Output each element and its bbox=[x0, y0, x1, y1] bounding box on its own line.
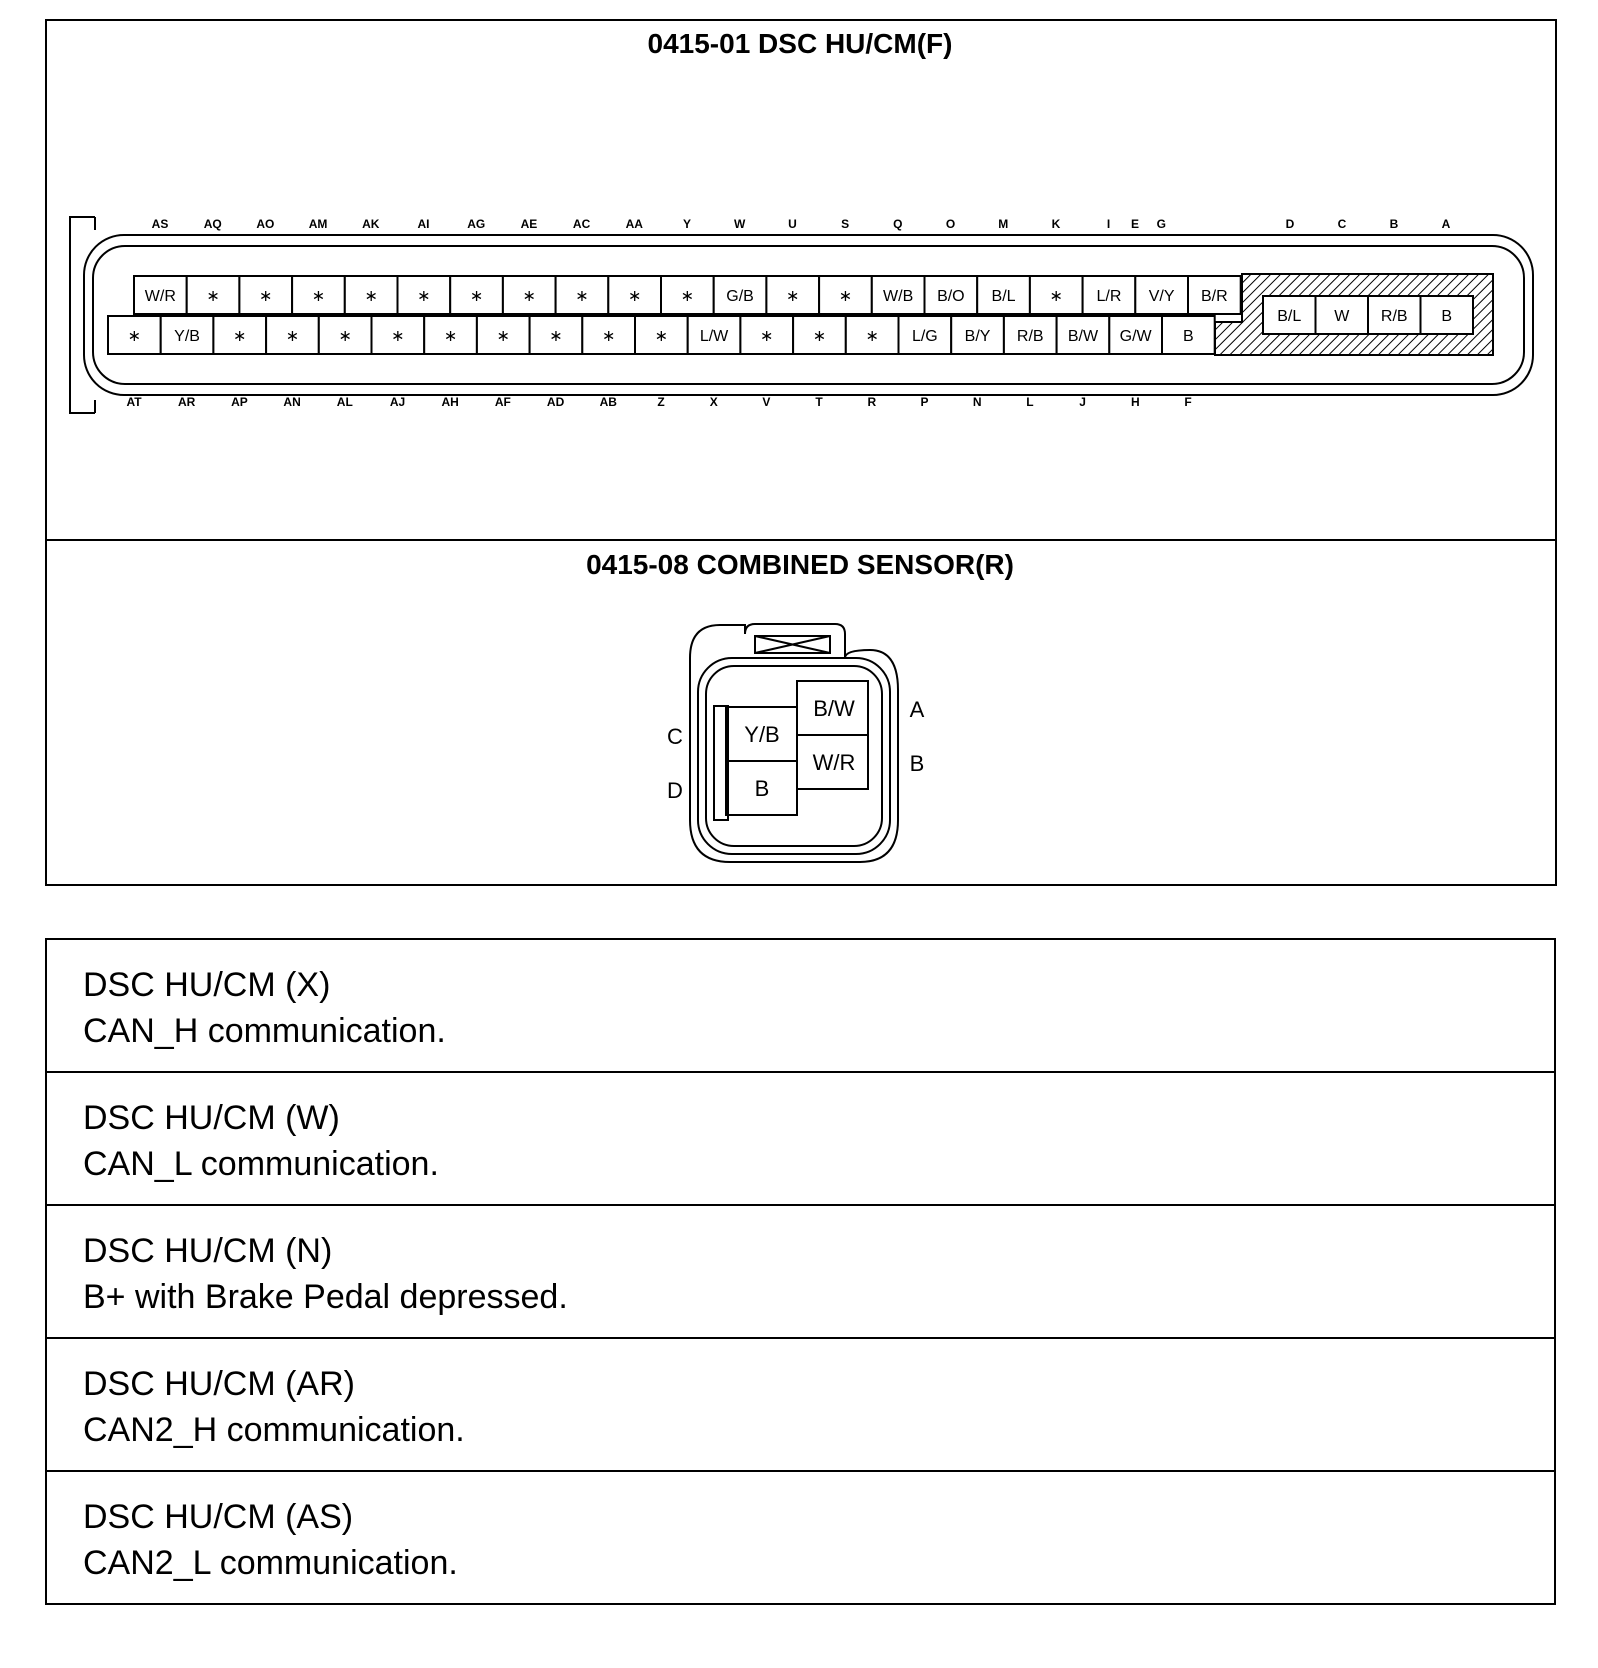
sensor-pin-d-wire: B bbox=[754, 776, 770, 801]
pin-label-c: C bbox=[1337, 217, 1347, 231]
unused-pin-marker: ∗ bbox=[285, 328, 300, 345]
power-pin-cavity bbox=[1263, 296, 1316, 334]
pin-cavity bbox=[1030, 276, 1083, 314]
pin-cavity bbox=[213, 316, 266, 354]
sensor-pin-b-label: B bbox=[909, 751, 925, 776]
sensor-pin-d-label: D bbox=[667, 778, 683, 803]
pin-label-ad: AD bbox=[546, 395, 565, 409]
pin-label-ap: AP bbox=[231, 395, 248, 409]
connector-f-top-pin-labels bbox=[152, 217, 1451, 231]
unused-pin-marker: ∗ bbox=[680, 288, 695, 305]
pin-cavity bbox=[424, 316, 477, 354]
pin-cavity bbox=[530, 316, 583, 354]
pin-label-t: T bbox=[815, 395, 823, 409]
pin-label-y: Y bbox=[682, 217, 692, 231]
pin-label-j: J bbox=[1079, 395, 1086, 409]
connector-f-large-pins bbox=[1263, 296, 1473, 334]
pin-label-p: P bbox=[920, 395, 929, 409]
unused-pin-marker: ∗ bbox=[575, 288, 589, 305]
pin-cavity bbox=[688, 316, 741, 354]
wire-color-label: G/B bbox=[726, 288, 754, 305]
pin-label-an: AN bbox=[283, 395, 301, 409]
unused-pin-marker: ∗ bbox=[838, 288, 853, 305]
unused-pin-marker: ∗ bbox=[627, 288, 642, 305]
note-text: CAN_H communication. bbox=[83, 1012, 446, 1050]
pin-label-ac: AC bbox=[572, 217, 591, 231]
unused-pin-marker: ∗ bbox=[469, 288, 484, 305]
pin-label-v: V bbox=[762, 395, 771, 409]
pin-label-al: AL bbox=[336, 395, 353, 409]
pin-cavity bbox=[951, 316, 1004, 354]
pin-cavity bbox=[503, 276, 556, 314]
power-pin-cavity bbox=[1421, 296, 1474, 334]
pin-label-s: S bbox=[841, 217, 850, 231]
unused-pin-marker: ∗ bbox=[338, 328, 352, 345]
pin-cavity bbox=[635, 316, 688, 354]
pin-label-aq: AQ bbox=[203, 217, 222, 231]
connector-f-lower-row bbox=[108, 316, 1215, 354]
wire-color-label: L/R bbox=[1096, 288, 1122, 305]
wire-color-label: W/R bbox=[144, 288, 176, 305]
sensor-pin-a-label: A bbox=[909, 697, 925, 722]
pin-label-ak: AK bbox=[362, 217, 380, 231]
pin-cavity bbox=[740, 316, 793, 354]
wire-color-label: R/B bbox=[1380, 308, 1408, 325]
unused-pin-marker: ∗ bbox=[127, 328, 142, 345]
wire-color-label: B/L bbox=[1277, 308, 1302, 325]
wire-color-label: B/L bbox=[991, 288, 1016, 305]
pin-label-l: L bbox=[1026, 395, 1034, 409]
pin-cavity bbox=[398, 276, 451, 314]
sensor-pin-b-wire: W/R bbox=[812, 750, 856, 775]
wire-color-label: W/B bbox=[883, 288, 914, 305]
note-text: B+ with Brake Pedal depressed. bbox=[83, 1278, 568, 1316]
note-title: DSC HU/CM (W) bbox=[83, 1099, 340, 1137]
wire-color-label: B bbox=[1183, 328, 1194, 345]
pin-cavity bbox=[661, 276, 714, 314]
pin-cavity bbox=[846, 316, 899, 354]
pin-cavity bbox=[899, 316, 952, 354]
pin-cavity bbox=[345, 276, 398, 314]
pin-label-g: G bbox=[1156, 217, 1166, 231]
wire-color-label: B bbox=[1441, 308, 1453, 325]
unused-pin-marker: ∗ bbox=[786, 288, 800, 305]
pin-label-x: X bbox=[709, 395, 718, 409]
pin-label-r: R bbox=[867, 395, 877, 409]
unused-pin-marker: ∗ bbox=[206, 288, 220, 305]
wire-color-label: V/Y bbox=[1148, 288, 1175, 305]
connector-r-title: 0415-08 COMBINED SENSOR(R) bbox=[586, 549, 1014, 580]
note-text: CAN_L communication. bbox=[83, 1145, 439, 1183]
pin-cavity bbox=[161, 316, 214, 354]
note-title: DSC HU/CM (AR) bbox=[83, 1365, 355, 1403]
pin-cavity bbox=[714, 276, 767, 314]
unused-pin-marker: ∗ bbox=[364, 288, 378, 305]
pin-label-ae: AE bbox=[520, 217, 538, 231]
note-row bbox=[47, 1472, 1554, 1603]
pin-cavity bbox=[134, 276, 187, 314]
note-row bbox=[47, 1206, 1554, 1339]
pin-label-o: O bbox=[945, 217, 956, 231]
pin-cavity bbox=[1162, 316, 1215, 354]
note-text: CAN2_H communication. bbox=[83, 1411, 465, 1449]
connector-r-housing bbox=[690, 624, 898, 862]
pin-label-f: F bbox=[1184, 395, 1192, 409]
pin-label-k: K bbox=[1051, 217, 1061, 231]
pin-label-z: Z bbox=[657, 395, 665, 409]
wire-color-label: B/R bbox=[1201, 288, 1228, 305]
unused-pin-marker: ∗ bbox=[654, 328, 669, 345]
note-title: DSC HU/CM (AS) bbox=[83, 1498, 354, 1536]
sensor-pin-a-wire: B/W bbox=[813, 696, 855, 721]
unused-pin-marker: ∗ bbox=[259, 288, 273, 305]
unused-pin-marker: ∗ bbox=[601, 328, 616, 345]
pin-label-aa: AA bbox=[625, 217, 643, 231]
wire-color-label: R/B bbox=[1016, 328, 1044, 345]
pin-cavity bbox=[1135, 276, 1188, 314]
pin-cavity bbox=[1004, 316, 1057, 354]
pin-label-af: AF bbox=[494, 395, 511, 409]
pin-label-ao: AO bbox=[256, 217, 275, 231]
pin-cavity bbox=[450, 276, 503, 314]
wire-color-label: L/G bbox=[911, 328, 938, 345]
pin-cavity bbox=[239, 276, 292, 314]
pin-label-aj: AJ bbox=[389, 395, 406, 409]
pin-cavity bbox=[372, 316, 425, 354]
pin-cavity bbox=[1083, 276, 1136, 314]
pin-cavity bbox=[819, 276, 872, 314]
connector-f-title: 0415-01 DSC HU/CM(F) bbox=[647, 28, 953, 59]
unused-pin-marker: ∗ bbox=[865, 328, 879, 345]
wire-color-label: B/Y bbox=[964, 328, 991, 345]
pin-label-ab: AB bbox=[599, 395, 617, 409]
pin-cavity bbox=[872, 276, 925, 314]
pin-cavity bbox=[1109, 316, 1162, 354]
pin-label-ah: AH bbox=[441, 395, 459, 409]
unused-pin-marker: ∗ bbox=[1049, 288, 1063, 305]
pin-cavity bbox=[925, 276, 978, 314]
note-row bbox=[47, 1339, 1554, 1472]
unused-pin-marker: ∗ bbox=[391, 328, 405, 345]
pin-label-ai: AI bbox=[417, 217, 430, 231]
note-row bbox=[47, 1073, 1554, 1206]
pin-label-a: A bbox=[1441, 217, 1451, 231]
connector-f-bottom-pin-labels bbox=[126, 395, 1191, 409]
pin-cavity bbox=[319, 316, 372, 354]
wire-color-label: Y/B bbox=[174, 328, 200, 345]
pin-label-d: D bbox=[1285, 217, 1295, 231]
connector-r-frame bbox=[46, 540, 1556, 885]
unused-pin-marker: ∗ bbox=[311, 288, 326, 305]
sensor-pin-c-label: C bbox=[667, 724, 683, 749]
unused-pin-marker: ∗ bbox=[760, 328, 774, 345]
pin-cavity bbox=[477, 316, 530, 354]
pin-label-ar: AR bbox=[178, 395, 196, 409]
power-pin-cavity bbox=[1316, 296, 1369, 334]
unused-pin-marker: ∗ bbox=[549, 328, 563, 345]
wire-color-label: B/W bbox=[1067, 328, 1099, 345]
pin-cavity bbox=[608, 276, 661, 314]
unused-pin-marker: ∗ bbox=[522, 288, 536, 305]
pin-label-n: N bbox=[972, 395, 982, 409]
wire-color-label: W bbox=[1334, 308, 1350, 325]
note-text: CAN2_L communication. bbox=[83, 1544, 458, 1582]
unused-pin-marker: ∗ bbox=[233, 328, 247, 345]
pin-cavity bbox=[292, 276, 345, 314]
pin-label-e: E bbox=[1130, 217, 1140, 231]
pin-label-i: I bbox=[1106, 217, 1111, 231]
pin-label-ag: AG bbox=[467, 217, 486, 231]
wire-color-label: G/W bbox=[1119, 328, 1152, 345]
note-row bbox=[47, 940, 1554, 1073]
pin-cavity bbox=[582, 316, 635, 354]
power-pin-cavity bbox=[1368, 296, 1421, 334]
note-title: DSC HU/CM (N) bbox=[83, 1232, 333, 1270]
pin-label-h: H bbox=[1130, 395, 1140, 409]
unused-pin-marker: ∗ bbox=[417, 288, 431, 305]
pin-cavity bbox=[266, 316, 319, 354]
pin-cavity bbox=[1057, 316, 1110, 354]
pin-cavity bbox=[556, 276, 609, 314]
pin-cavity bbox=[977, 276, 1030, 314]
notes-table bbox=[45, 938, 1556, 1605]
pin-label-m: M bbox=[998, 217, 1009, 231]
pin-label-b: B bbox=[1389, 217, 1399, 231]
pin-label-am: AM bbox=[308, 217, 328, 231]
pin-label-q: Q bbox=[893, 217, 903, 231]
pin-label-as: AS bbox=[151, 217, 169, 231]
pin-cavity bbox=[793, 316, 846, 354]
pin-label-w: W bbox=[734, 217, 746, 231]
pin-label-u: U bbox=[788, 217, 797, 231]
sensor-pin-c-wire: Y/B bbox=[744, 722, 780, 747]
pin-cavity bbox=[766, 276, 819, 314]
unused-pin-marker: ∗ bbox=[496, 328, 510, 345]
unused-pin-marker: ∗ bbox=[443, 328, 458, 345]
connector-f-upper-row bbox=[134, 276, 1241, 314]
unused-pin-marker: ∗ bbox=[812, 328, 827, 345]
wire-color-label: B/O bbox=[937, 288, 965, 305]
pin-cavity bbox=[108, 316, 161, 354]
pin-cavity bbox=[187, 276, 240, 314]
pin-label-at: AT bbox=[126, 395, 142, 409]
wire-color-label: L/W bbox=[699, 328, 729, 345]
pin-cavity bbox=[1188, 276, 1241, 314]
note-title: DSC HU/CM (X) bbox=[83, 966, 331, 1004]
